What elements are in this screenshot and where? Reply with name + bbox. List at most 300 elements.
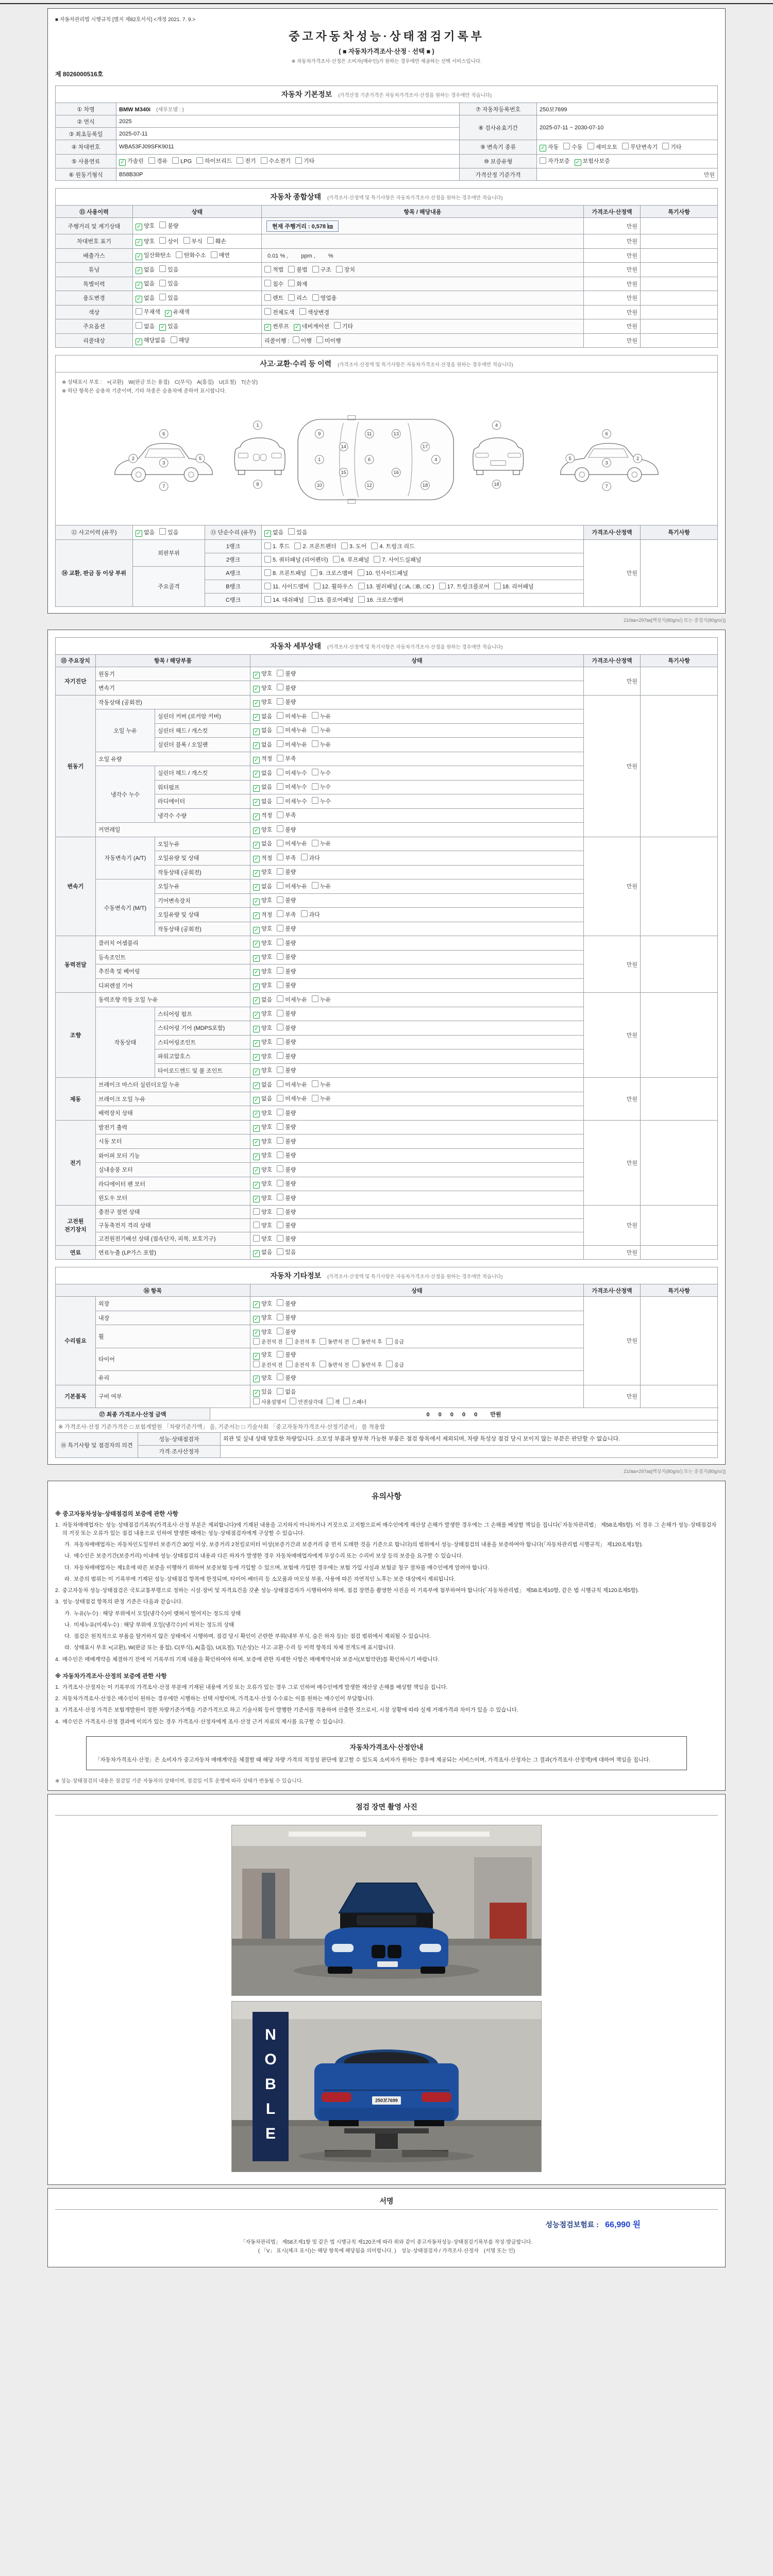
option [136, 279, 155, 289]
option [358, 569, 408, 577]
carline [561, 443, 659, 474]
checkbox[interactable] [386, 1361, 393, 1367]
option [336, 265, 355, 274]
checkbox[interactable] [439, 583, 446, 589]
c-head: ※ 중고자동차성능·상태점검의 보증에 관한 사항 [55, 1511, 178, 1517]
checkbox[interactable] [312, 726, 318, 733]
tr [56, 1420, 718, 1433]
checkbox[interactable]: ✓ [253, 1054, 260, 1061]
checkbox[interactable] [334, 322, 341, 329]
checkbox[interactable] [374, 556, 380, 563]
checkbox[interactable] [237, 157, 243, 164]
checkbox[interactable]: ✓ [159, 324, 166, 331]
checkbox[interactable] [371, 543, 378, 549]
checkbox[interactable] [312, 712, 318, 719]
dnum-t: 6 [605, 431, 608, 437]
checkbox[interactable] [148, 157, 155, 164]
checkbox[interactable]: ✓ [253, 984, 260, 990]
checkbox[interactable] [277, 1123, 283, 1130]
checkbox[interactable] [277, 1194, 283, 1200]
checkbox[interactable]: ✓ [253, 870, 260, 877]
option [253, 712, 272, 721]
checkbox[interactable] [277, 811, 283, 818]
checkbox[interactable]: ✓ [253, 672, 260, 679]
checkbox[interactable] [277, 840, 283, 846]
checkbox[interactable] [171, 336, 177, 343]
optline [253, 938, 581, 948]
checkbox[interactable]: ✓ [253, 1196, 260, 1202]
statecell [250, 738, 584, 752]
option [253, 1052, 272, 1061]
checkbox[interactable]: ✓ [253, 884, 260, 891]
checkbox[interactable] [277, 670, 283, 676]
option [439, 582, 490, 590]
checkbox[interactable]: ✓ [253, 1069, 260, 1075]
checkbox[interactable] [277, 769, 283, 775]
checkbox[interactable] [662, 143, 669, 149]
checkbox[interactable]: ✓ [253, 1026, 260, 1032]
option-label: 양호 [261, 954, 273, 960]
option [253, 967, 272, 976]
option-label: 불량 [285, 1315, 296, 1321]
checkbox[interactable]: ✓ [253, 927, 260, 934]
checkbox[interactable] [277, 868, 283, 875]
carline [513, 470, 520, 474]
device-subgroup: 오일 누유 [96, 709, 155, 752]
checkbox[interactable] [159, 294, 166, 300]
itemcell [262, 277, 584, 291]
option-label: 없음 [261, 727, 273, 734]
checkbox[interactable]: ✓ [253, 899, 260, 905]
option [563, 143, 582, 151]
checkbox[interactable] [277, 825, 283, 832]
optline [253, 740, 581, 750]
checkbox[interactable] [253, 1361, 260, 1367]
checkbox[interactable] [277, 1235, 283, 1242]
checkbox[interactable] [352, 1338, 359, 1345]
option-label: 양호 [261, 1138, 273, 1145]
option [171, 336, 190, 344]
checkbox[interactable]: ✓ [253, 1353, 260, 1360]
statecell [250, 1385, 584, 1408]
checkbox[interactable]: ✓ [575, 159, 581, 166]
option [622, 143, 658, 151]
checkbox[interactable]: ✓ [253, 912, 260, 919]
checkbox[interactable] [341, 543, 348, 549]
section-basic-note: (가격산정 기준가격은 자동차가격조사·산정을 원하는 경우에만 적습니다) [338, 93, 492, 98]
checkbox[interactable] [301, 854, 308, 860]
optline [253, 1247, 581, 1258]
signature-body [55, 2210, 718, 2235]
option [136, 265, 155, 275]
checkbox[interactable]: ✓ [253, 1376, 260, 1382]
checkbox[interactable] [264, 583, 271, 589]
tr [56, 1284, 718, 1297]
checkbox[interactable]: ✓ [253, 771, 260, 777]
checkbox[interactable]: ✓ [253, 842, 260, 849]
appraiser-opinion-label: 가격·조사산정자 [138, 1445, 221, 1458]
checkbox[interactable] [277, 783, 283, 790]
checkbox[interactable] [183, 237, 190, 244]
checkbox[interactable]: ✓ [264, 324, 271, 331]
checkbox[interactable]: ✓ [253, 1154, 260, 1160]
checkbox[interactable]: ✓ [253, 1012, 260, 1019]
checkbox[interactable] [277, 1137, 283, 1144]
checkbox[interactable] [277, 939, 283, 945]
checkbox[interactable] [312, 783, 318, 790]
checkbox[interactable]: ✓ [253, 827, 260, 834]
device-group: 자기진단 [56, 667, 96, 695]
checkbox[interactable]: ✓ [253, 969, 260, 976]
checkbox[interactable] [327, 1398, 333, 1404]
checkbox[interactable]: ✓ [253, 1111, 260, 1117]
checkbox[interactable] [288, 528, 295, 535]
checkbox[interactable] [277, 1351, 283, 1358]
checkbox[interactable] [136, 308, 142, 315]
checkbox[interactable]: ✓ [136, 296, 142, 302]
checkbox[interactable] [312, 840, 318, 846]
checkbox[interactable] [312, 740, 318, 747]
option [253, 953, 272, 962]
checkbox[interactable]: ✓ [253, 1167, 260, 1174]
checkbox[interactable] [277, 1066, 283, 1073]
checkbox[interactable] [358, 569, 364, 576]
statecell [250, 766, 584, 781]
option [159, 279, 178, 287]
checkbox[interactable] [286, 1361, 293, 1367]
checkbox[interactable] [176, 251, 182, 258]
checkbox[interactable] [159, 237, 166, 244]
checkbox[interactable] [277, 953, 283, 960]
checkbox[interactable] [264, 569, 271, 576]
option-label: 없음 [144, 281, 155, 287]
option [253, 1398, 286, 1405]
itemcell [262, 218, 584, 234]
option [371, 542, 414, 550]
checkbox[interactable]: ✓ [253, 714, 260, 721]
checkbox[interactable] [253, 1235, 260, 1242]
checkbox[interactable]: ✓ [253, 742, 260, 749]
option-label: 없음 [261, 741, 273, 748]
checkbox[interactable] [277, 1299, 283, 1306]
checkbox[interactable]: ✓ [253, 700, 260, 707]
checkbox[interactable] [277, 1248, 283, 1255]
checkbox[interactable] [301, 910, 308, 917]
optline [264, 568, 581, 578]
sheet-photos [47, 1794, 726, 2185]
optline [264, 528, 581, 538]
checkbox[interactable] [264, 266, 271, 273]
option [277, 910, 296, 919]
checkbox[interactable] [136, 322, 142, 329]
device-group: 동력전달 [56, 936, 96, 993]
checkbox[interactable] [264, 596, 271, 603]
checkbox[interactable]: ✓ [253, 1250, 260, 1257]
checkbox[interactable] [277, 726, 283, 733]
checkbox[interactable] [277, 925, 283, 931]
checkbox[interactable] [159, 280, 166, 286]
option-label: 적정 [261, 855, 273, 861]
checkbox[interactable]: ✓ [253, 856, 260, 862]
checkbox[interactable] [277, 1151, 283, 1158]
optline [253, 1023, 581, 1033]
checkbox[interactable] [288, 294, 295, 301]
checkbox[interactable] [277, 1165, 283, 1172]
checkbox[interactable] [207, 237, 214, 244]
checkbox[interactable] [295, 157, 302, 164]
checkbox[interactable]: ✓ [165, 310, 172, 317]
checkbox[interactable] [253, 1208, 260, 1215]
rect [490, 1903, 527, 1939]
option-label: 13. 필러패널 ( □A, □B, □C ) [366, 584, 434, 590]
checkbox[interactable] [316, 336, 323, 343]
checkbox[interactable] [253, 1338, 260, 1345]
statecell [250, 1120, 584, 1134]
checkbox[interactable] [336, 266, 343, 273]
checkbox[interactable] [277, 1314, 283, 1320]
statecell [133, 248, 262, 263]
checkbox[interactable] [264, 556, 271, 563]
itemcell: 라디에이터 팬 모터 [96, 1177, 250, 1191]
checkbox[interactable]: ✓ [136, 253, 142, 260]
checkbox[interactable] [172, 157, 179, 164]
pricecell: 만원 [584, 1385, 641, 1408]
optline [253, 1009, 581, 1019]
section-detail [55, 637, 718, 654]
checkbox[interactable]: ✓ [253, 814, 260, 820]
checkbox[interactable] [540, 157, 546, 164]
optline [253, 1337, 581, 1346]
checkbox[interactable] [312, 1095, 318, 1101]
optline [253, 768, 581, 778]
checkbox[interactable] [264, 308, 271, 315]
checkbox[interactable]: ✓ [136, 282, 142, 289]
option [253, 1248, 272, 1257]
option-label: 자동 [548, 144, 559, 150]
option [288, 528, 307, 536]
option-label: 누유 [320, 1081, 331, 1088]
checkbox[interactable] [312, 266, 319, 273]
option [312, 1080, 331, 1089]
checkbox[interactable]: ✓ [264, 530, 271, 537]
checkbox[interactable] [277, 854, 283, 860]
checkbox[interactable] [312, 1080, 318, 1087]
statecell [250, 1134, 584, 1149]
device-row [56, 1245, 718, 1260]
checkbox[interactable] [253, 1222, 260, 1228]
checkbox[interactable] [494, 583, 501, 589]
option [277, 981, 296, 989]
checkbox[interactable] [277, 712, 283, 719]
option [540, 143, 559, 152]
option-label: 17. 트렁크플로어 [447, 584, 490, 590]
summary-col-note: 특기사항 [641, 206, 718, 218]
checkbox[interactable]: ✓ [253, 941, 260, 947]
checkbox[interactable] [288, 266, 295, 273]
checkbox[interactable] [277, 981, 283, 988]
checkbox[interactable]: ✓ [253, 728, 260, 735]
tr [56, 1445, 718, 1458]
option [341, 542, 366, 550]
checkbox[interactable] [277, 684, 283, 690]
checkbox[interactable]: ✓ [253, 1082, 260, 1089]
checkbox[interactable]: ✓ [253, 955, 260, 962]
checkbox[interactable] [386, 1338, 393, 1345]
caution-item [55, 1683, 718, 1691]
tr [56, 654, 718, 667]
prefix: 리콜이행 : [264, 337, 290, 344]
checkbox[interactable] [311, 569, 317, 576]
checkbox[interactable]: ✓ [253, 757, 260, 764]
checkbox[interactable] [587, 143, 594, 149]
checkbox[interactable]: ✓ [253, 997, 260, 1004]
checkbox[interactable] [277, 896, 283, 903]
checkbox[interactable]: ✓ [253, 1182, 260, 1189]
checkbox[interactable] [277, 1109, 283, 1115]
checkbox[interactable] [277, 698, 283, 705]
device-group: 변속기 [56, 837, 96, 936]
device-subgroup: 냉각수 누수 [96, 766, 155, 823]
option [301, 854, 320, 862]
option-label: 양호 [144, 238, 155, 245]
checkbox[interactable]: ✓ [253, 1097, 260, 1104]
checkbox[interactable]: ✓ [253, 1040, 260, 1047]
checkbox[interactable] [277, 1208, 283, 1215]
option-label: 미세누유 [285, 1081, 307, 1088]
checkbox[interactable] [309, 596, 315, 603]
checkbox[interactable]: ✓ [136, 239, 142, 246]
tr [56, 206, 718, 218]
checkbox[interactable] [622, 143, 629, 149]
option [136, 308, 160, 316]
statecell [250, 1297, 584, 1311]
option [277, 924, 296, 933]
checkbox[interactable] [294, 543, 301, 549]
checkbox[interactable] [277, 1222, 283, 1228]
checkbox[interactable] [277, 1095, 283, 1101]
checkbox[interactable]: ✓ [253, 799, 260, 806]
checkbox[interactable] [288, 280, 295, 286]
checkbox[interactable]: ✓ [294, 324, 300, 331]
checkbox[interactable] [358, 583, 365, 589]
checkbox[interactable]: ✓ [136, 267, 142, 274]
optline [253, 1037, 581, 1047]
section-etc-title: 자동차 기타정보 [270, 1272, 322, 1280]
checkbox[interactable] [159, 528, 166, 535]
checkbox[interactable] [320, 1361, 326, 1367]
checkbox[interactable]: ✓ [253, 1125, 260, 1132]
n: 3. [55, 1599, 60, 1605]
checkbox[interactable] [264, 543, 271, 549]
checkbox[interactable] [211, 251, 217, 258]
checkbox[interactable] [312, 294, 319, 301]
checkbox[interactable] [358, 596, 365, 603]
checkbox[interactable] [299, 308, 306, 315]
checkbox[interactable] [277, 1374, 283, 1380]
checkbox[interactable] [563, 143, 570, 149]
checkbox[interactable] [286, 1338, 293, 1345]
option [312, 740, 331, 749]
checkbox[interactable] [253, 1398, 260, 1404]
cautions-title: 유의사항 [372, 1492, 401, 1501]
option-label: 누수 [320, 784, 331, 790]
checkbox[interactable] [320, 1338, 326, 1345]
checkbox[interactable]: ✓ [253, 1301, 260, 1308]
checkbox[interactable] [277, 1080, 283, 1087]
optline [253, 1094, 581, 1104]
checkbox[interactable]: ✓ [136, 224, 142, 230]
checkbox[interactable] [352, 1361, 359, 1367]
checkbox[interactable]: ✓ [136, 530, 142, 537]
itemcell: 커먼레일 [96, 823, 250, 837]
checkbox[interactable] [314, 583, 321, 589]
checkbox[interactable]: ✓ [253, 686, 260, 692]
checkbox[interactable] [312, 995, 318, 1002]
checkbox[interactable] [264, 294, 271, 301]
checkbox[interactable] [277, 1024, 283, 1030]
checkbox[interactable] [277, 1010, 283, 1016]
checkbox[interactable] [277, 1052, 283, 1059]
checkbox[interactable] [277, 1328, 283, 1334]
option [277, 1221, 296, 1229]
option [253, 1165, 272, 1175]
option-label: 무단변속기 [630, 144, 658, 150]
checkbox[interactable] [196, 157, 203, 164]
checkbox[interactable]: ✓ [253, 1316, 260, 1323]
summary-col-item: 항목 / 해당내용 [262, 206, 584, 218]
vin-value: WBA53FJ09SFK9011 [116, 140, 460, 155]
checkbox[interactable] [277, 1038, 283, 1045]
option [264, 294, 283, 302]
checkbox[interactable] [277, 995, 283, 1002]
option [277, 1165, 296, 1174]
option-label: 자가보증 [548, 158, 570, 164]
checkbox[interactable] [277, 967, 283, 974]
vin-label: ④ 차대번호 [56, 140, 116, 155]
option [264, 308, 295, 316]
checkbox[interactable]: ✓ [253, 785, 260, 792]
checkbox[interactable] [290, 1398, 296, 1404]
checkbox[interactable] [343, 1398, 350, 1404]
checkbox[interactable]: ✓ [253, 1139, 260, 1146]
checkbox[interactable]: ✓ [253, 1330, 260, 1336]
optline [253, 796, 581, 807]
checkbox[interactable] [333, 556, 340, 563]
checkbox[interactable] [277, 755, 283, 761]
checkbox[interactable] [159, 265, 166, 272]
checkbox[interactable] [277, 740, 283, 747]
checkbox[interactable]: ✓ [540, 145, 546, 151]
checkbox[interactable] [277, 910, 283, 917]
checkbox[interactable] [261, 157, 267, 164]
checkbox[interactable] [312, 882, 318, 889]
checkbox[interactable] [277, 1180, 283, 1187]
checkbox[interactable]: ✓ [253, 1390, 260, 1397]
checkbox[interactable] [277, 797, 283, 804]
checkbox[interactable]: ✓ [136, 338, 142, 345]
checkbox[interactable] [277, 1388, 283, 1395]
checkbox[interactable] [293, 336, 299, 343]
checkbox[interactable] [277, 882, 283, 889]
checkbox[interactable]: ✓ [119, 159, 126, 166]
checkbox[interactable] [264, 280, 271, 286]
checkbox[interactable] [312, 797, 318, 804]
checkbox[interactable] [159, 222, 166, 228]
itemcell: 라디에이터 [155, 794, 250, 809]
itemcell: 워터펌프 [155, 780, 250, 794]
checkbox[interactable] [312, 769, 318, 775]
device-group: 조향 [56, 993, 96, 1078]
